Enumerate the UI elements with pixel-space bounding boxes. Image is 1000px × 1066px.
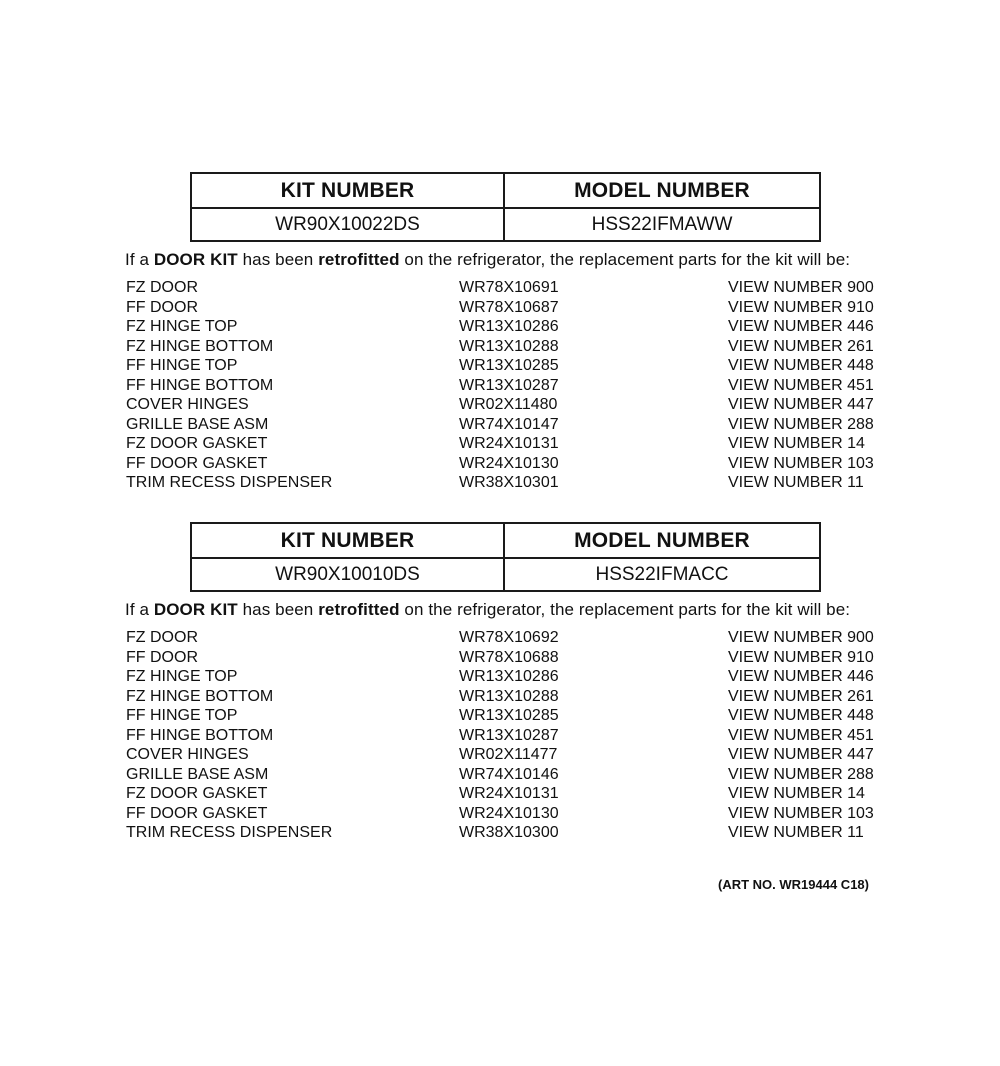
part-name: FF DOOR GASKET — [126, 454, 268, 472]
part-row — [126, 298, 886, 318]
part-view-number: VIEW NUMBER 448 — [728, 707, 874, 724]
part-number: WR38X10301 — [459, 474, 559, 491]
part-number: WR78X10687 — [459, 298, 559, 316]
part-view-number: VIEW NUMBER 288 — [728, 415, 874, 433]
part-name: COVER HINGES — [126, 746, 249, 763]
part-number: WR13X10286 — [459, 668, 559, 685]
intro-text: If a — [125, 600, 154, 619]
part-number: WR24X10131 — [459, 785, 559, 802]
part-view-number: VIEW NUMBER 900 — [728, 279, 874, 296]
part-name: FF HINGE TOP — [126, 357, 238, 374]
part-row — [126, 317, 886, 337]
part-view-number: VIEW NUMBER 103 — [728, 804, 874, 822]
part-name: FF HINGE TOP — [126, 707, 238, 724]
parts-list — [126, 628, 886, 843]
model-number-header: MODEL NUMBER — [504, 173, 820, 208]
kit-number-header: KIT NUMBER — [191, 523, 504, 558]
part-number: WR13X10285 — [459, 707, 559, 724]
part-row — [126, 415, 886, 435]
part-name: FF HINGE BOTTOM — [126, 726, 274, 744]
model-number-value: HSS22IFMACC — [504, 558, 820, 591]
kit-number-value: WR90X10022DS — [191, 208, 504, 241]
part-number: WR24X10130 — [459, 804, 559, 822]
part-number: WR13X10288 — [459, 337, 559, 355]
part-name: FZ DOOR GASKET — [126, 435, 268, 452]
part-view-number: VIEW NUMBER 447 — [728, 746, 874, 763]
intro-text: has been — [237, 250, 319, 269]
intro-text: If a — [125, 250, 154, 269]
part-view-number: VIEW NUMBER 910 — [728, 648, 874, 666]
part-number: WR78X10691 — [459, 279, 559, 296]
part-view-number: VIEW NUMBER 451 — [728, 726, 874, 744]
part-view-number: VIEW NUMBER 900 — [728, 629, 874, 646]
part-row — [126, 804, 886, 824]
part-row — [126, 745, 886, 765]
part-name: FZ HINGE BOTTOM — [126, 337, 274, 355]
part-row — [126, 687, 886, 707]
retrofit-intro — [125, 250, 850, 270]
part-row — [126, 628, 886, 648]
part-number: WR74X10147 — [459, 415, 559, 433]
part-name: FZ DOOR — [126, 629, 198, 646]
part-row — [126, 337, 886, 357]
part-name: FF DOOR — [126, 648, 198, 666]
part-view-number: VIEW NUMBER 446 — [728, 318, 874, 335]
part-row — [126, 823, 886, 843]
part-name: FZ HINGE TOP — [126, 318, 238, 335]
intro-text: on the refrigerator, the replacement parts for the kit will be: — [399, 250, 851, 269]
part-number: WR38X10300 — [459, 824, 559, 841]
part-row — [126, 765, 886, 785]
part-name: TRIM RECESS DISPENSER — [126, 474, 333, 491]
part-view-number: VIEW NUMBER 910 — [728, 298, 874, 316]
part-number: WR13X10288 — [459, 687, 559, 705]
part-row — [126, 726, 886, 746]
part-view-number: VIEW NUMBER 11 — [728, 474, 864, 491]
part-row — [126, 395, 886, 415]
part-name: GRILLE BASE ASM — [126, 765, 269, 783]
part-row — [126, 784, 886, 804]
intro-bold-retrofitted: retrofitted — [318, 250, 400, 269]
part-view-number: VIEW NUMBER 451 — [728, 376, 874, 394]
retrofit-intro — [125, 600, 850, 620]
part-number: WR74X10146 — [459, 765, 559, 783]
part-name: FZ DOOR — [126, 279, 198, 296]
model-number-value: HSS22IFMAWW — [504, 208, 820, 241]
parts-list — [126, 278, 886, 493]
kit-number-header: KIT NUMBER — [191, 173, 504, 208]
part-name: FF DOOR GASKET — [126, 804, 268, 822]
part-number: WR24X10130 — [459, 454, 559, 472]
part-row — [126, 278, 886, 298]
part-name: FZ HINGE BOTTOM — [126, 687, 274, 705]
part-view-number: VIEW NUMBER 447 — [728, 396, 874, 413]
part-view-number: VIEW NUMBER 11 — [728, 824, 864, 841]
part-name: COVER HINGES — [126, 396, 249, 413]
part-number: WR13X10285 — [459, 357, 559, 374]
part-number: WR02X11480 — [459, 396, 558, 413]
intro-bold-retrofitted: retrofitted — [318, 600, 400, 619]
part-view-number: VIEW NUMBER 14 — [728, 435, 865, 452]
part-number: WR02X11477 — [459, 746, 558, 763]
part-row — [126, 667, 886, 687]
part-name: TRIM RECESS DISPENSER — [126, 824, 333, 841]
part-name: FZ DOOR GASKET — [126, 785, 268, 802]
part-number: WR13X10287 — [459, 376, 559, 394]
part-row — [126, 356, 886, 376]
intro-bold-door-kit: DOOR KIT — [153, 250, 238, 269]
part-number: WR78X10688 — [459, 648, 559, 666]
part-view-number: VIEW NUMBER 446 — [728, 668, 874, 685]
art-number-note: (ART NO. WR19444 C18) — [718, 877, 869, 892]
part-row — [126, 473, 886, 493]
part-number: WR13X10286 — [459, 318, 559, 335]
part-number: WR78X10692 — [459, 629, 559, 646]
part-view-number: VIEW NUMBER 14 — [728, 785, 865, 802]
intro-text: has been — [237, 600, 319, 619]
part-row — [126, 706, 886, 726]
kit-model-table — [190, 522, 821, 592]
part-row — [126, 648, 886, 668]
part-view-number: VIEW NUMBER 448 — [728, 357, 874, 374]
part-name: FZ HINGE TOP — [126, 668, 238, 685]
part-number: WR13X10287 — [459, 726, 559, 744]
part-view-number: VIEW NUMBER 288 — [728, 765, 874, 783]
part-name: FF HINGE BOTTOM — [126, 376, 274, 394]
part-name: GRILLE BASE ASM — [126, 415, 269, 433]
part-row — [126, 454, 886, 474]
part-view-number: VIEW NUMBER 261 — [728, 687, 874, 705]
part-view-number: VIEW NUMBER 261 — [728, 337, 874, 355]
part-view-number: VIEW NUMBER 103 — [728, 454, 874, 472]
part-name: FF DOOR — [126, 298, 198, 316]
intro-text: on the refrigerator, the replacement parts for the kit will be: — [399, 600, 851, 619]
part-row — [126, 376, 886, 396]
part-row — [126, 434, 886, 454]
model-number-header: MODEL NUMBER — [504, 523, 820, 558]
kit-number-value: WR90X10010DS — [191, 558, 504, 591]
part-number: WR24X10131 — [459, 435, 559, 452]
intro-bold-door-kit: DOOR KIT — [153, 600, 238, 619]
kit-model-table — [190, 172, 821, 242]
